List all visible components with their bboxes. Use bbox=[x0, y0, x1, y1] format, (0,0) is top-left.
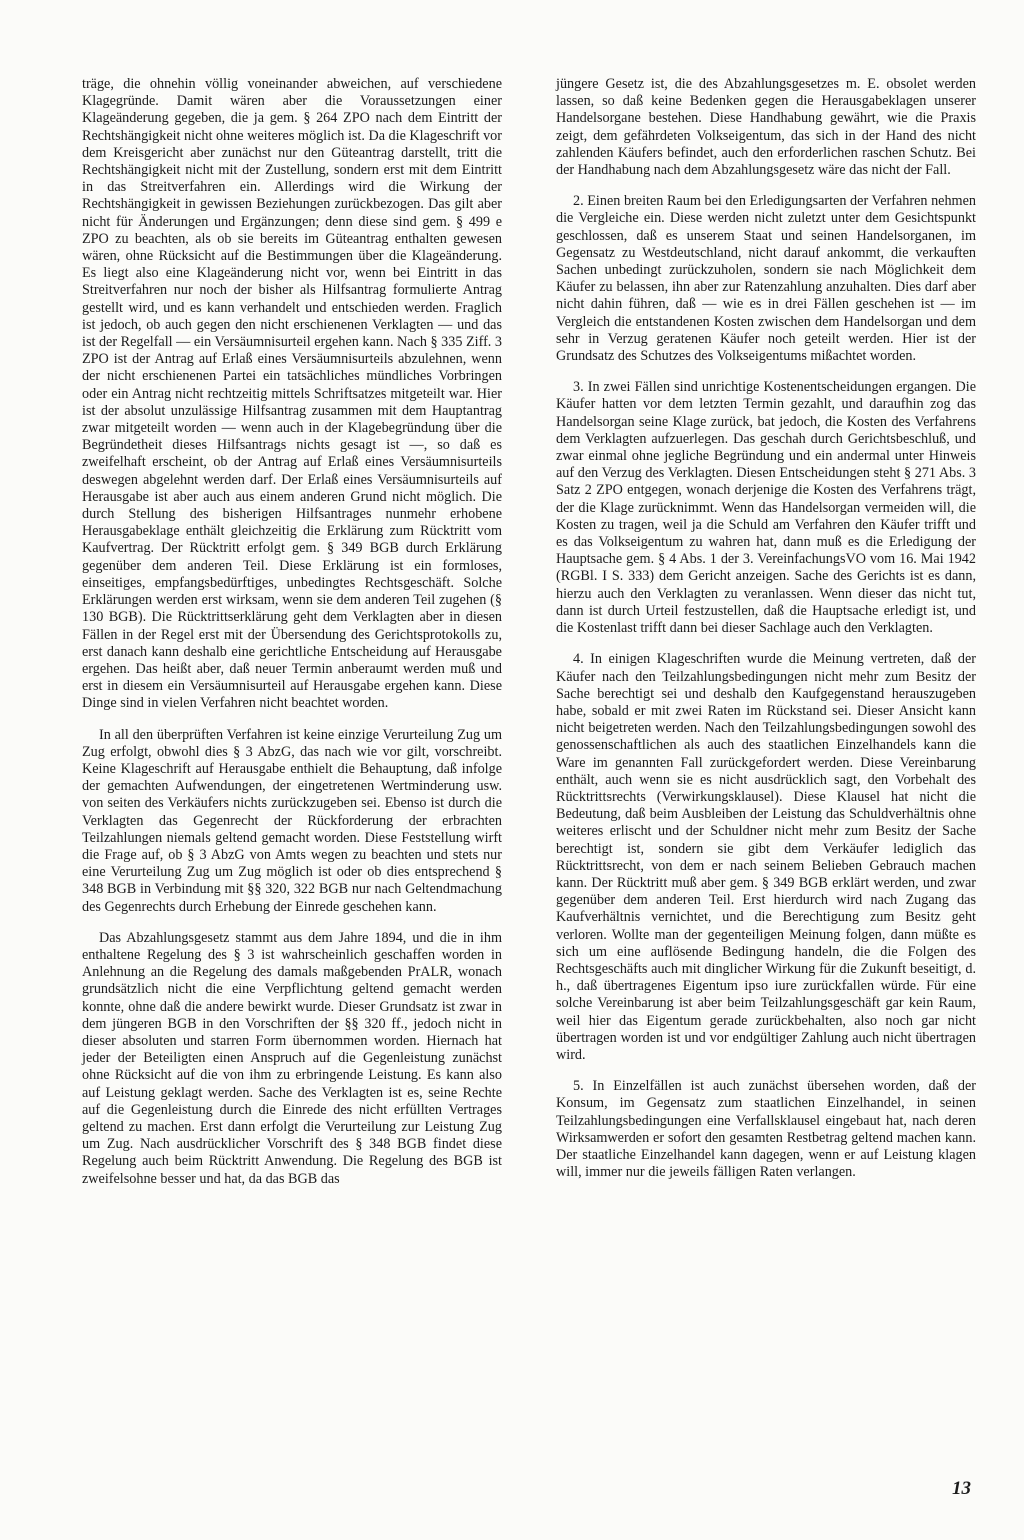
paragraph: träge, die ohnehin völlig voneinander abweichen, auf verschiedene Klagegründe. Damit wären aber die Voraussetzungen einer Klageänderung gegeben, die ja gem. § 264 ZPO nach dem Eintritt der Rechtshängigkeit nicht ohne weiteres möglich ist. Da die Klageschrift vor dem Kreisgericht aber zunächst nur den Güteantrag darstellt, tritt die Rechtshängigkeit nicht mit der Zustellung, sondern erst mit dem Eintritt in das Streitverfahren ein. Allerdings wird die Wirkung der Rechtshängigkeit in gewissen Beziehungen zurückbezogen. Das gilt aber nicht für Änderungen und Ergänzungen; denn diese sind gem. § 499 e ZPO zu beachten, als ob sie bereits im Güteantrag enthalten gewesen wären, ohne Rücksicht auf die Bestimmungen über die Klageänderung. Es liegt also eine Klageänderung nicht vor, wenn bei Eintritt in das Streitverfahren nur noch der bisher als Hilfsantrag formulierte Antrag gestellt wird, und es kann verhandelt und entschieden werden. Fraglich ist jedoch, ob auch gegen den nicht erschienenen Verklagten — und das ist der Regelfall — ein Versäumnisurteil ergehen kann. Nach § 335 Ziff. 3 ZPO ist der Antrag auf Erlaß eines Versäumnisurteils abzulehnen, wenn der nicht erschienenen Partei ein tatsächliches mündliches Vorbringen oder ein Antrag nicht rechtzeitig mittels Schriftsatzes mitgeteilt war. Hier ist der absolut unzulässige Hilfsantrag zusammen mit dem Hauptantrag zwar mitgeteilt worden — wenn auch in der Klagebegründung über die Begründetheit dieses Hilfsantrags nichts gesagt ist —, so daß es zweifelhaft erscheint, ob der Antrag auf Erlaß eines Versäumnisurteils deswegen abgelehnt werden darf. Der Erlaß eines Versäumnisurteils auf Herausgabe ist aber auch aus einem anderen Grund nicht möglich. Die durch Stellung des bisherigen Hilfsantrages nunmehr erhobene Herausgabeklage enthält gleichzeitig die Erklärung zum Rücktritt vom Kaufvertrag. Der Rücktritt erfolgt gem. § 349 BGB durch Erklärung gegenüber dem anderen Teil. Diese Erklärung ist ein formloses, einseitiges, empfangsbedürftiges, unbedingtes Rechtsgeschäft. Solche Erklärungen werden erst wirksam, wenn sie dem anderen Teil zugehen (§ 130 BGB). Die Rücktrittserklärung geht dem Verklagten aber in diesen Fällen in der Regel erst mit der Übersendung des Gerichtsprotokolls zu, erst danach kann deshalb eine gerichtliche Entscheidung auf Herausgabe ergehen. Das heißt aber, daß neuer Termin anberaumt werden muß und erst in diesem ein Versäumnisurteil auf Herausgabe ergehen kann. Diese Dinge sind in vielen Verfahren nicht beachtet worden. bbox=[82, 76, 502, 712]
left-text-column bbox=[82, 76, 502, 1202]
paragraph: jüngere Gesetz ist, die des Abzahlungsgesetzes m. E. obsolet werden lassen, so daß keine Bedenken gegen die Herausgabeklagen unserer Handelsorgane bestehen. Diese Handhabung gewährt, wie die Praxis zeigt, dem gefährdeten Volkseigentum, das sich in der Hand des nicht zahlenden Käufers befindet, auch den erforderlichen raschen Schutz. Bei der Handhabung nach dem Abzahlungsgesetz wäre das nicht der Fall. bbox=[556, 76, 976, 179]
paragraph: 4. In einigen Klageschriften wurde die Meinung vertreten, daß der Käufer nach den Teilzahlungsbedingungen nicht mehr zum Besitz der Sache berechtigt sei und deshalb den Kaufgegenstand herauszugeben habe, sobald er mit zwei Raten im Rückstand sei. Dieser Ansicht kann nicht beigetreten werden. Nach den Teilzahlungsbedingungen sowohl des genossenschaftlichen als auch des staatlichen Einzelhandels kann die Ware im genannten Fall zurückgefordert werden. Diese Vereinbarung enthält, auch wenn sie es nicht ausdrücklich sagt, den Vorbehalt des Rücktrittsrechts (Verwirkungsklausel). Diese Klausel hat nicht die Bedeutung, daß beim Ausbleiben der Leistung das Schuldverhältnis ohne weiteres erlischt und der Schuldner nicht mehr zum Besitz der Sache berechtigt ist, sondern sie gibt dem Verkäufer lediglich das Rücktrittsrecht, von dem er nach seinem Belieben Gebrauch machen kann. Der Rücktritt muß aber gem. § 349 BGB erklärt werden, und zwar gegenüber dem anderen Teil. Erst hierdurch wird nach Zugang das Kaufverhältnis vernichtet, und die Berechtigung zum Besitz geht verloren. Wollte man der gegenteiligen Meinung folgen, dann müßte es sich um eine auflösende Bedingung handeln, die die Folgen des Rechtsgeschäfts auch mit dinglicher Wirkung für die Zukunft beseitigt, d. h., daß übertragenes Eigentum ipso iure zurückfallen würde. Für eine solche Vereinbarung ist aber beim Teilzahlungsgeschäft gar kein Raum, weil hier das Eigentum gerade zurückbehalten, also noch gar nicht übertragen worden ist und vor endgültiger Zahlung auch nicht übertragen wird. bbox=[556, 651, 976, 1063]
page-number: 13 bbox=[952, 1478, 971, 1499]
paragraph: 2. Einen breiten Raum bei den Erledigungsarten der Verfahren nehmen die Vergleiche ein. Diese werden nicht zuletzt unter dem Gesichtspunkt geschlossen, daß es unserem Staat und seinen Handelsorganen, im Gegensatz zu Westdeutschland, nicht darauf ankommt, die verkauften Sachen unbedingt zurückzuholen, sondern sie nach Möglichkeit dem Käufer zu belassen, ihn aber zur Ratenzahlung anzuhalten. Dies darf aber nicht dahin führen, daß — wie es in drei Fällen geschehen ist — im Vergleich die entstandenen Kosten zwischen dem Handelsorgan und dem sehr in Verzug geratenen Käufer noch geteilt werden. Hier ist der Grundsatz des Schutzes des Volkseigentums mißachtet worden. bbox=[556, 193, 976, 365]
paragraph: 3. In zwei Fällen sind unrichtige Kostenentscheidungen ergangen. Die Käufer hatten vor dem letzten Termin gezahlt, und daraufhin zog das Handelsorgan seine Klage zurück, bat jedoch, die Kosten des Verfahrens dem Verklagten aufzuerlegen. Das geschah durch Gerichtsbeschluß, und zwar einmal ohne jegliche Begründung und ein andermal unter Hinweis auf den Verzug des Verklagten. Diesen Entscheidungen steht § 271 Abs. 3 Satz 2 ZPO entgegen, wonach derjenige die Kosten des Verfahrens trägt, der die Klage zurücknimmt. Wenn das Handelsorgan vermeiden will, die Kosten zu tragen, weil ja die Schuld am Verfahren den Käufer trifft und es das Volkseigentum zu wahren hat, dann muß es die Erledigung der Hauptsache gem. § 4 Abs. 1 der 3. VereinfachungsVO vom 16. Mai 1942 (RGBl. I S. 333) dem Gericht anzeigen. Sache des Gerichts ist es dann, hierzu auch den Verklagten zu veranlassen. Wenn dieser das nicht tut, dann ist durch Urteil festzustellen, daß die Hauptsache erledigt ist, und die Kostenlast trifft dann bei dieser Sachlage auch den Verklagten. bbox=[556, 379, 976, 637]
paragraph: In all den überprüften Verfahren ist keine einzige Verurteilung Zug um Zug erfolgt, obwohl dies § 3 AbzG, das nach wie vor gilt, vorschreibt. Keine Klageschrift auf Herausgabe enthielt die Behauptung, daß infolge der gemachten Aufwendungen, der eingetretenen Wertminderung usw. von seiten des Verkäufers nichts zurückzugeben sei. Ebenso ist durch die Verklagten das Gegenrecht der Rückforderung der erbrachten Teilzahlungen niemals geltend gemacht worden. Diese Feststellung wirft die Frage auf, ob § 3 AbzG von Amts wegen zu beachten und stets nur eine Verurteilung Zug um Zug möglich ist oder ob dies entsprechend § 348 BGB in Verbindung mit §§ 320, 322 BGB nur nach Geltendmachung des Gegenrechts durch Erhebung der Einrede geschehen kann. bbox=[82, 726, 502, 915]
right-text-column bbox=[556, 76, 976, 1195]
paragraph: Das Abzahlungsgesetz stammt aus dem Jahre 1894, und die in ihm enthaltene Regelung des § 3 ist wahrscheinlich geschaffen worden in Anlehnung an die Regelung des damals maßgebenden PrALR, wonach grundsätzlich nicht die eine Verpflichtung geltend gemacht werden konnte, ohne daß die andere bewirkt wurde. Dieser Grundsatz ist zwar in dem jüngeren BGB in den Vorschriften der §§ 320 ff., jedoch nicht in dieser absoluten und starren Form übernommen worden. Hiernach hat jeder der Beteiligten einen Anspruch auf die Gegenleistung zunächst ohne Rücksicht auf die von ihm zu erbringende Leistung. Es kann also auf Leistung geklagt werden. Sache des Verklagten ist es, seine Rechte auf die Gegenleistung durch die Einrede des nicht erfüllten Vertrages geltend zu machen. Erst dann erfolgt die Verurteilung zur Leistung Zug um Zug. Nach ausdrücklicher Vorschrift des § 348 BGB findet diese Regelung auch beim Rücktritt Anwendung. Die Regelung des BGB ist zweifelsohne besser und hat, da das BGB das bbox=[82, 929, 502, 1187]
paragraph: 5. In Einzelfällen ist auch zunächst übersehen worden, daß der Konsum, im Gegensatz zum staatlichen Einzelhandel, in seinen Teilzahlungsbedingungen eine Verfallsklausel eingebaut hat, nach deren Wirksamwerden er sofort den gesamten Restbetrag geltend machen kann. Der staatliche Einzelhandel kann dagegen, wenn er auf Leistung klagen will, immer nur die jeweils fälligen Raten verlangen. bbox=[556, 1078, 976, 1181]
